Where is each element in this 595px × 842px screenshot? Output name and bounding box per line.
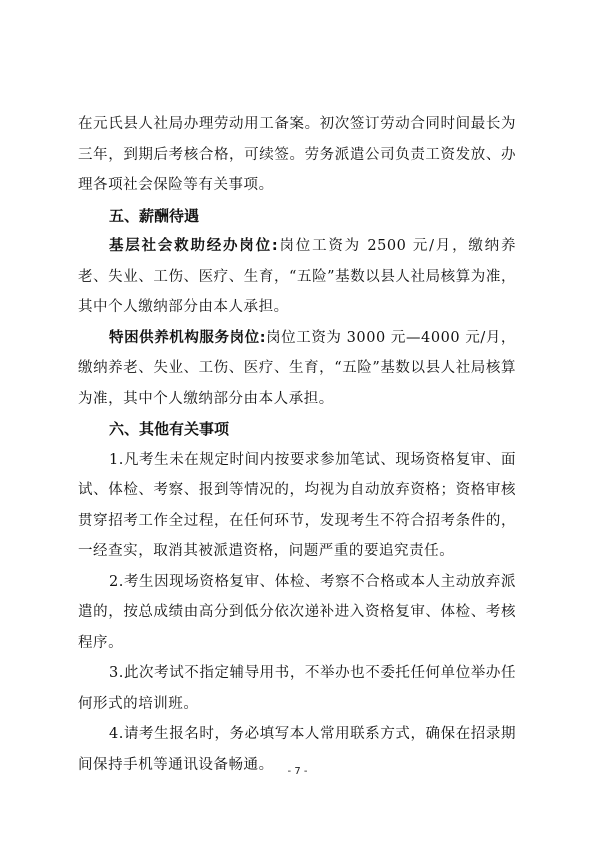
section-heading-salary: 五、薪酬待遇 — [109, 206, 200, 225]
position-title-social-assistance: 基层社会救助经办岗位: — [109, 238, 279, 254]
document-body — [78, 109, 516, 780]
page-number: - 7 - — [287, 766, 308, 777]
paragraph-care-facility-salary — [78, 323, 516, 415]
salary-text-social-assistance: 岗位工资为 2500 元/月，缴纳养老、失业、工伤、医疗、生育，“五险”基数以县人社局核算为准，其中个人缴纳部分由本人承担。 — [78, 238, 516, 315]
position-title-care-facility: 特困供养机构服务岗位: — [109, 329, 267, 346]
salary-text-care-facility: 岗位工资为 3000 元—4000 元/月，缴纳养老、失业、工伤、医疗、生育，“五险”基数以县人社局核算为准，其中个人缴纳部分由本人承担。 — [78, 329, 516, 407]
paragraph-social-assistance-salary — [78, 231, 516, 323]
list-item: 4.请考生报名时，务必填写本人常用联系方式，确保在招录期间保持手机等通讯设备畅通。 — [78, 726, 516, 773]
list-item: 1.凡考生未在规定时间内按要求参加笔试、现场资格复审、面试、体检、考察、报到等情况的，均视为自动放弃资格；资格审核贯穿招考工作全过程，在任何环节，发现考生不符合招考条件的，一经查实，取消其被派遣资格，问题严重的要追究责任。 — [78, 451, 516, 559]
list-item: 2.考生因现场资格复审、体检、考察不合格或本人主动放弃派遣的，按总成绩由高分到低分依次递补进入资格复审、体检、考核程序。 — [78, 573, 516, 651]
list-item: 3.此次考试不指定辅导用书，不举办也不委托任何单位举办任何形式的培训班。 — [78, 665, 516, 712]
section-heading-other-matters: 六、其他有关事项 — [109, 420, 230, 438]
paragraph-continuation: 在元氏县人社局办理劳动用工备案。初次签订劳动合同时间最长为三年，到期后考核合格，可续签。劳务派遣公司负责工资发放、办理各项社会保险等有关事项。 — [78, 116, 516, 193]
